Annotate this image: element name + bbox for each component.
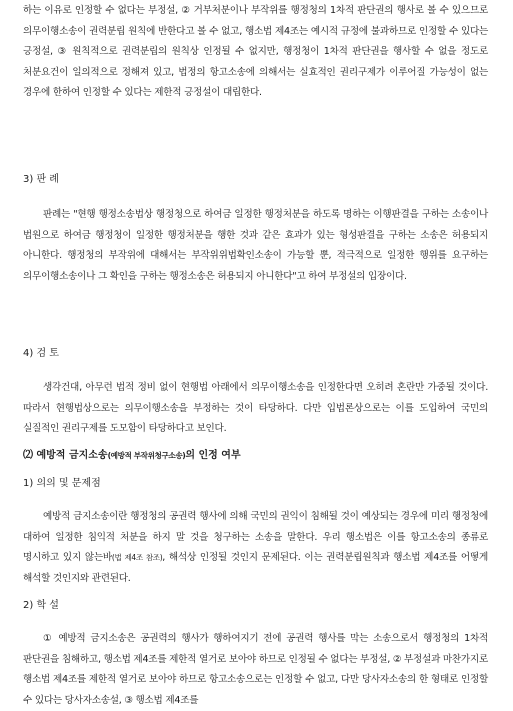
meaning-text-a: 예방적 금지소송이란 행정청의 공권력 행사에 의해 국민의 권익이 침해될 것이 예상되는 경우에 미리 행정청에 대하여 일정한 침익적 처분을 하지 말 것을 청구하는 소송을 말한다. 우리 행소법은 이를 항고소송의 종류로 명시하고 있지 않는바 (23, 511, 488, 563)
paragraph-meaning (23, 507, 488, 589)
section-title-tail: 의 인정 여부 (185, 450, 241, 461)
heading-theory: 2) 학 설 (23, 600, 59, 611)
heading-precedent: 3) 판 례 (23, 174, 59, 185)
meaning-text-b: , 해석상 인정될 것인지 문제된다. 이는 권력분립원칙과 행소법 제4조를 어떻게 해석할 것인지와 관련된다. (23, 552, 488, 584)
heading-section-preventive-injunction (23, 449, 241, 463)
paragraph-theory: ① 예방적 금지소송은 공권력의 행사가 행하여지기 전에 공권력 행사를 막는 소송으로서 행정청의 1차적 판단권을 침해하고, 행소법 제4조를 제한적 열거로 보아야 하므로 인정될 수 없다는 부정설, ② 부정설과 마찬가지로 행소법 제4조를 제한적 열거로 보아야 하므로 항고소송으로는 인정할 수 없고, 다만 당사자소송의 한 형태로 인정할 수 있다는 당사자소송설, ③ 행소법 제4조를 (23, 633, 488, 706)
section-title-parenthetical: (예방적 부작위청구소송) (107, 451, 186, 460)
heading-review: 4) 검 토 (23, 348, 59, 359)
heading-meaning: 1) 의의 및 문제점 (23, 478, 101, 489)
paragraph-review: 생각건대, 아무런 법적 정비 없이 현행법 아래에서 의무이행소송을 인정한다면 오히려 혼란만 가중될 것이다. 따라서 현행법상으로는 의무이행소송을 부정하는 것이 타당하다. 다만 입법론상으로는 이를 도입하여 국민의 실질적인 권리구제를 도모함이 타당하다고 보인다. (23, 382, 488, 434)
paragraph-theories-intro: 하는 이유로 인정할 수 없다는 부정설, ② 거부처분이나 부작위를 행정청의 1차적 판단권의 행사로 볼 수 있으므로 의무이행소송이 권력분립 원칙에 반한다고 볼 수 없고, 행소법 제4조는 예시적 규정에 불과하므로 인정할 수 있다는 긍정설, ③ 원칙적으로 권력분립의 원칙상 인정될 수 없지만, 행정청이 1차적 판단권을 행사할 수 없을 정도로 처분요건이 일의적으로 정해져 있고, 법정의 항고소송에 의해서는 실효적인 권리구제가 이루어질 가능성이 없는 경우에 한하여 인정할 수 있다는 제한적 긍정설이 대립한다. (23, 5, 488, 98)
paragraph-precedent: 판례는 "현행 행정소송법상 행정청으로 하여금 일정한 행정처분을 하도록 명하는 이행판결을 구하는 소송이나 법원으로 하여금 행정청이 일정한 행정처분을 행한 것과 같은 효과가 있는 형성판결을 구하는 소송은 허용되지 아니한다. 행정청의 부작위에 대해서는 부작위위법확인소송이 가능할 뿐, 적극적으로 일정한 행위를 요구하는 의무이행소송이나 그 확인을 구하는 행정소송은 허용되지 아니한다"고 하여 부정설의 입장이다. (23, 209, 488, 282)
meaning-citation: (법 제4조 참조) (111, 553, 163, 562)
section-title-main: ⑵ 예방적 금지소송 (23, 450, 108, 461)
